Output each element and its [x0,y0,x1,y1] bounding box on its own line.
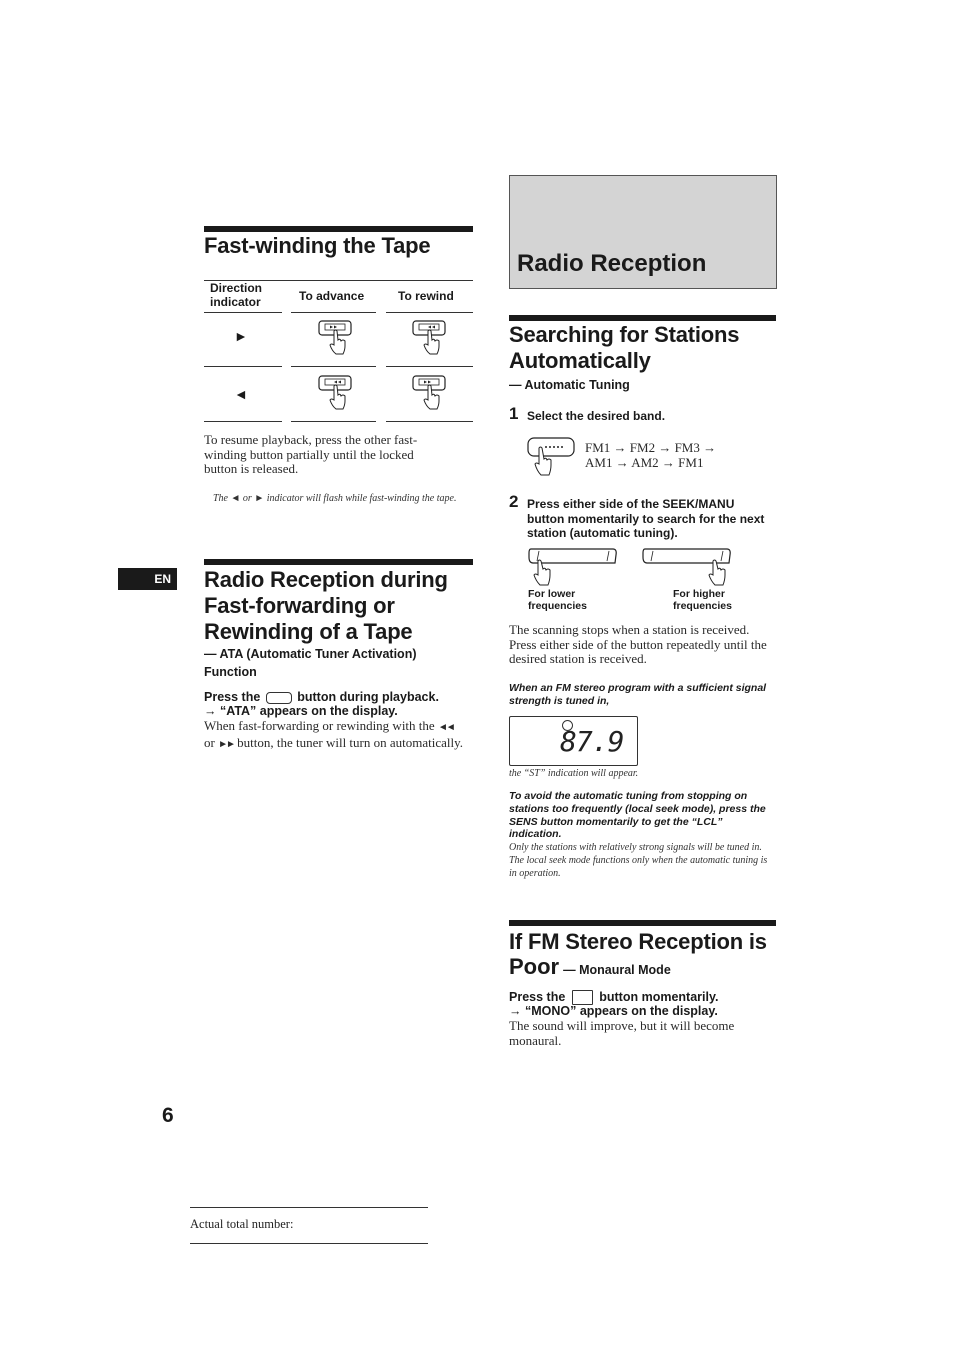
row-rule [204,366,282,367]
language-tab [118,568,177,590]
display-frequency: 87.9 [560,725,624,758]
band-button-press-icon [526,434,578,480]
scan-text: The scanning stops when a station is received. Press either side of the button repeatedly until the desired station is received. [509,622,767,666]
ata-result: → “ATA” appears on the display. [204,704,398,718]
page-number: 6 [162,1104,174,1127]
footer-rule-top [190,1207,428,1208]
ata-button-icon [266,692,292,704]
mono-title-line-2 [509,954,671,980]
direction-indicator-right: ► [234,328,248,344]
ff-button-press-icon [410,374,450,414]
section-title-mono: If FM Stereo Reception is [509,929,767,954]
lower-frequencies-label: For lower frequencies [528,588,587,612]
local-seek-detail: Only the stations with relatively strong signals will be tuned in. The local seek mode functions only when the automatic tuning is in operation. [509,842,768,879]
fast-winding-table [204,280,473,425]
step-2-number: 2 [509,492,519,511]
local-seek-note: To avoid the automatic tuning from stopping on stations too frequently (local seek mode), press the SENS button momentarily to get the “LCL” indication. [509,790,766,841]
mono-body: The sound will improve, but it will become monaural. [509,1018,735,1048]
direction-indicator-left: ◄ [234,386,248,402]
band-sequence-line-2: AM1 → AM2 → FM1 [585,455,704,470]
section-rule [204,226,473,232]
mono-button-icon [572,990,593,1005]
mono-result: → “MONO” appears on the display. [509,1004,718,1018]
mono-title-poor: Poor [509,954,560,979]
mono-subtitle: — Monaural Mode [563,963,671,977]
col-rule [291,312,376,313]
step-1-number: 1 [509,404,519,423]
section-banner [509,175,777,289]
section-title-seek: Searching for Stations Automatically [509,322,740,373]
st-note: the “ST” indication will appear. [509,768,639,779]
mono-press-instruction [509,990,779,1005]
press-suffix: button during playback. [297,690,439,704]
stereo-note: When an FM stereo program with a sufficient signal strength is tuned in, [509,682,767,707]
resume-text: To resume playback, press the other fast-winding button partially until the locked button is released. [204,432,418,476]
col-header-rewind: To rewind [398,289,454,303]
row-rule [291,366,376,367]
note-suffix: indicator will flash while fast-winding the tape. [266,493,457,504]
section-rule [204,559,473,565]
ata-body [204,719,466,752]
row-rule [386,421,473,422]
section-rule [509,920,776,926]
section-banner-title: Radio Reception [517,250,707,277]
col-header-direction: Direction indicator [210,281,263,309]
ata-press-instruction [204,690,474,704]
col-rule [204,312,282,313]
note-right-indicator: ► [254,493,265,504]
ata-body-2: button, the tuner will turn on automatically. [237,734,464,750]
ff-button-press-icon [316,319,356,359]
footer-label: Actual total number: [190,1217,294,1231]
rew-button-press-icon [410,319,450,359]
seek-lower-press-icon [527,547,619,589]
higher-frequencies-label: For higher frequencies [673,588,732,612]
row-rule [386,366,473,367]
seek-subtitle: — Automatic Tuning [509,378,630,392]
col-header-advance: To advance [299,289,365,303]
section-title-fast-winding: Fast-winding the Tape [204,233,431,258]
rewind-symbol: ◄◄ [437,722,454,733]
note-prefix: The [213,493,228,504]
section-title-ata: Radio Reception during Fast-forwarding or Rewinding of a Tape [204,567,448,644]
note-or: or [242,493,252,504]
row-rule [291,421,376,422]
ata-body-or: or [204,734,215,750]
language-tab-label: EN [154,572,171,586]
band-sequence-line-1: FM1 → FM2 → FM3 → [585,440,717,455]
seek-higher-press-icon [641,547,733,589]
ata-subtitle: — ATA (Automatic Tuner Activation) Function [204,647,417,679]
press-suffix: button momentarily. [599,990,719,1004]
ata-body-1: When fast-forwarding or rewinding with the [204,718,435,733]
col-rule [386,312,473,313]
step-1-text: Select the desired band. [527,409,666,423]
footer-rule-bottom [190,1243,428,1244]
radio-display [509,716,638,766]
ff-symbol: ►► [218,738,234,750]
section-rule [509,315,776,321]
row-rule [204,421,282,422]
step-2-text: Press either side of the SEEK/MANU button momentarily to search for the next station (automatic tuning). [527,497,765,540]
press-prefix: Press the [204,690,261,704]
note-left-indicator: ◄ [230,493,241,504]
indicator-flash-note [213,492,475,505]
rew-button-press-icon [316,374,356,414]
press-prefix: Press the [509,990,566,1004]
